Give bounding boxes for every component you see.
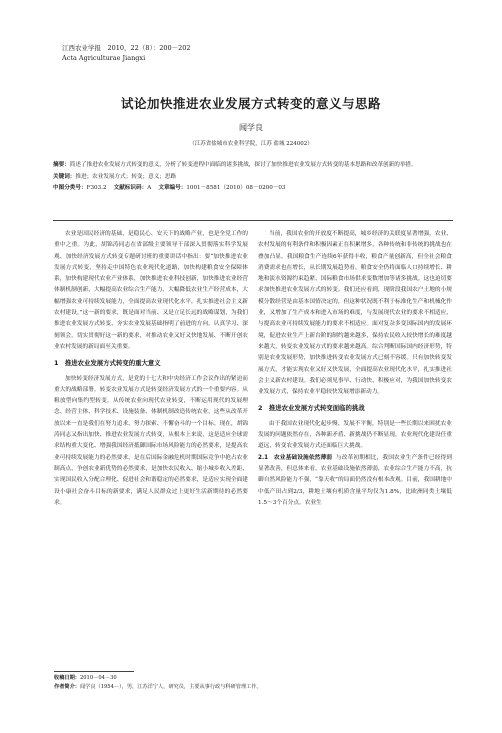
keywords-text: 推进；农业发展方式；转变；意义；思路 <box>75 173 177 180</box>
section-heading-1: 1 推进农业发展方式转变的重大意义 <box>54 359 161 368</box>
keywords <box>53 172 453 184</box>
class-label: 中图分类号： <box>53 185 87 191</box>
abstract-text: 简述了推进农业发展方式转变的意义，分析了转变进程中面临的诸多挑战，探讨了加快推进农业发展方式转变的基本思路和改革创新的举措。 <box>69 162 417 168</box>
classification-line <box>53 183 453 195</box>
journal-name: Acta Agriculturae Jiangxi <box>62 54 146 62</box>
doc-code-value: A <box>147 185 152 191</box>
author-affiliation: （江苏省盐城市农业科学院，江苏 盐城 224002） <box>189 141 313 147</box>
abstract-divider <box>53 220 453 221</box>
bio-label: 作者简介： <box>54 683 80 690</box>
doc-code-label: 文献标识码： <box>113 185 148 191</box>
abstract-label: 摘要： <box>53 162 70 168</box>
journal-citation: 江西农业学报 2010，22（8）：200－202 <box>62 44 191 52</box>
class-value: F303.2 <box>86 185 107 191</box>
body-column-left <box>54 229 248 509</box>
body-paragraph: 农业是国民经济的基础，是稳民心、安天下的战略产业，也是全党工作的重中之重。为此，胡锦涛同志在省部级主要领导干部深入贯彻落实科学发展观、加快经济发展方式转变专题研讨班的重要讲话中指出：要“加快推进农业发展方式转变，坚持走中国特色农业现代化道路，加快构建粮食安全保障体系，加快构建现代农业产业体系，加快推进农业科技创新，加快推进农业经营体制机制创新，大幅提高农业综合生产能力，大幅降低农业生产经营成本，大幅增强农业可持续发展能力，全面提高农业现代化水平，扎实推进社会主义新农村建设。”这一新的要求，既是面对当前、又是立足长远的战略谋划，为我们推进农业发展方式转变、夯实农业发展基础指明了前进的方向。认真学习、深刻领会，切实贯彻好这一新的要求，对推动农业又好又快地发展、不断开创农业农村发展的新局面至关重要。 <box>54 231 248 350</box>
body-column-right <box>258 229 452 509</box>
footnote <box>54 674 262 691</box>
subsection-text: 与改革初期相比，我国农业生产条件已经得到显著改善，但总体来看，农业基础设施依然薄弱，农业综合生产能力不高，抗御自然风险能力不强，“靠天收”的局面仍然没有根本改观。目前，我国耕地中中低产田占到2/3，耕地土壤有机质含量平均仅为1.8%，比欧洲同类土壤低1.5～3个百分点。农业生 <box>258 454 452 506</box>
author-bio <box>54 683 262 692</box>
paper-author: 闻学良 <box>239 123 263 132</box>
subsection-paragraph <box>258 453 452 509</box>
subsection-heading-2-1: 2.1 农业基础设施依然薄弱 <box>258 454 333 461</box>
abstract-block <box>53 160 453 195</box>
article-number-label: 文章编号： <box>158 185 187 191</box>
received-label: 收稿日期： <box>54 675 80 681</box>
body-paragraph: 由于我国农业现代化起步慢、发展不平衡，特别是一些长期以来困扰农业发展的问题依然存在，各种新矛盾、新挑战仍不断显现，农业现代化建设任重道远，转变农业发展方式还面临巨大挑战。 <box>258 420 452 450</box>
section-heading-2: 2 推进农业发展方式转变面临的挑战 <box>258 404 365 413</box>
paper-title: 试论加快推进农业发展方式转变的意义与思路 <box>120 96 381 111</box>
article-number-value: 1001－8581（2010）08－0200－03 <box>186 185 286 191</box>
journal-header <box>62 43 191 63</box>
abstract <box>53 160 453 172</box>
received-value: 2010－04－30 <box>79 675 117 681</box>
received-date <box>54 674 262 683</box>
keywords-label: 关键词： <box>53 173 76 180</box>
footnote-divider <box>54 671 134 672</box>
body-paragraph: 加快转变经济发展方式，是党的十七大和中央经济工作会议作出的紧迫而重大的战略部署。转变农业发展方式是转变经济发展方式的一个重要内容。从粗放型向集约型转变，从传统农业向现代农业转变，不断运用现代的发展理念、经营主体、科学技术、设施装备、体制机制改造传统农业，这些从改革开放以来一直是我们在努力追求、努力探索、不懈奋斗的一个目标。现在，胡锦涛同志又指出加快、推进农业发展方式转变，从根本上来说，这是适应全球需求结构重大变化、增强我国经济抵御国际市场风险能力的必然要求，是提高农业可持续发展能力的必然要求，是在后国际金融危机时期国际竞争中抢占农业制高点、争创农业新优势的必然要求，是加快农民收入、缩小城乡收入差距、实现国民收入分配合理化、促进社会和谐稳定的必然要求，是适应实现全面建设小康社会奋斗目标的新要求，满足人民群众过上更好生活新期待的必然要求。 <box>54 375 248 506</box>
body-paragraph: 当前，我国农业的开放度不断提高，城乡经济的关联度显著增强，农业、农村发展的有利条件和积极因素正在积累增多，各种传统和非传统的挑战也在叠加凸显。我国粮食生产连续6年获得丰收，粮食产量创新高，但全社会粮食消费需求也在增长，从长期发展趋势看，粮食安全仍将面临人口持续增长、耕地和淡水资源约束趋紧、国际粮食市场供求变数增加等诸多挑战。这也迫切要求加快推进农业发展方式的转变。我们还应看到，现阶段我国农户土地的小规模分散经营是由基本国情决定的，但这种状况既不利于标准化生产和机械化作业，又增加了生产成本和进入市场的难度，与发展现代农业的要求不相适应，与提高农业可持续发展能力的要求不相适应。面对复杂多变国际国内的发展环境，促进农业生产上新台阶的制约越来越多，保持农民收入较快增长的难度越来越大，转变农业发展方式的要求越来越高。综合判断国际国内经济形势，特别是农业发展形势，加快推进转变农业发展方式已刻不容缓。只有加快转变发展方式，才能实现农业又好又快发展，全面提高农业现代化水平，扎实推进社会主义新农村建设。我们必须见事早、行动快、积极应对，为我国加快转变农业发展方式，保持农业平稳较快发展增添新动力。 <box>258 231 452 396</box>
bio-text: 闻学良（1954－），男，江苏洋宁人，研究员，主要从事行政与科研管理工作。 <box>79 683 262 690</box>
